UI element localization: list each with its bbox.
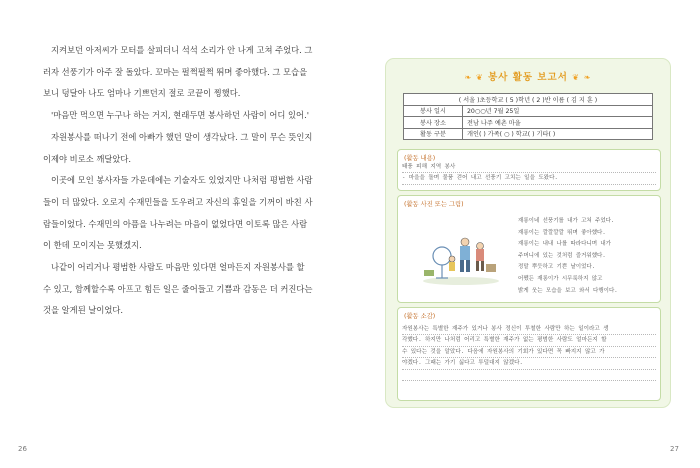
row-value: 20○○년 7월 25일 [463,105,653,117]
left-page-body [43,40,315,322]
leaf-ornament-icon: ❧ ❦ [464,73,484,82]
page-number-right: 27 [670,445,679,453]
paragraph: 나같이 어리거나 평범한 사람도 마음만 있다면 얼마든지 자원봉사를 할 수 있고, 함께할수록 아프고 힘든 일은 줄어들고 기쁨과 감동은 더 커진다는 것을 알게된 날이었다. [43,262,313,316]
volunteer-drawing-icon [420,226,502,286]
row-label: 활동 구분 [404,128,463,140]
row-value: 개인( ) 가족( ○ ) 학교( ) 기타( ) [463,128,653,140]
activity-lines [402,162,656,185]
caption-line: 어쨌든 재롱이가 시무룩하지 않고 [518,275,603,282]
reflection-label: (활동 소감) [404,313,436,320]
activity-line: - 마을을 돌며 물품 걷어 내고 선풍기 고치는 일을 도왔다. [402,173,656,184]
row-value: 전남 나주 예촌 마을 [463,117,653,129]
page-number-left: 26 [18,445,27,453]
report-title-bar [386,69,670,83]
caption-line: 재롱이는 깔깔깔깔 뛰며 좋아했다. [518,229,606,236]
photo-caption [518,216,618,297]
paragraph: 자원봉사를 떠나기 전에 아빠가 했던 말이 생각났다. 그 말이 무슨 뜻인지 이제야 비로소 깨달았다. [43,131,313,164]
report-info-table [403,93,653,140]
reflection-lines [402,324,656,381]
activity-line: 태풍 피해 지역 봉사 [402,162,656,173]
row-label: 봉사 장소 [404,117,463,129]
row-label: 봉사 일시 [404,105,463,117]
caption-line: 재롱이네 선풍기를 내가 고쳐 주었다. [518,218,615,224]
leaf-ornament-icon: ❦ ❧ [572,73,592,82]
activity-section [397,149,661,191]
reflection-section [397,307,661,401]
reflection-line: 각했다. 하지만 나처럼 어리고 특별한 재주가 없는 평범한 사람도 얼마든지 할 [402,335,656,346]
reflection-line [402,370,656,381]
reflection-line: 자원봉사는 특별한 재주가 있거나 봉사 정신이 투철한 사람만 하는 일이라고 생 [402,324,656,335]
caption-line: 주머니에 있는 것처럼 즐거워했다. [518,252,606,259]
photo-section [397,195,661,303]
paragraph: 이곳에 모인 봉사자들 가운데에는 기술자도 있었지만 나처럼 평범한 사람들이 더 많았다. 오로지 수재민들을 도우려고 자신의 휴일을 기꺼이 바친 사람들이었다. 수재민의 아픔을 나누려는 마음이 없었다면 이토록 많은 사람이 한데 모이지는 못했겠지. [43,175,313,251]
volunteer-report-card [385,58,671,408]
paragraph: 지켜보던 아저씨가 모터를 살피더니 석석 소리가 안 나게 고쳐 주었다. 그러자 선풍기가 아주 잘 돌았다. 꼬마는 펄쩍펄쩍 뛰며 좋아했다. 그 모습을 보니 덩달아 나도 엄마나 기쁘던지 절로 코끝이 찡했다. [43,45,313,99]
activity-label: (활동 내용) [404,155,436,162]
reflection-line: 야겠다. 그때는 가기 싫다고 투덜대지 않겠다. [402,358,656,369]
student-info-row: ( 서울 )초등학교 ( 5 )학년 ( 2 )반 이름 ( 김 지 훈 ) [404,94,653,106]
report-title: 봉사 활동 보고서 [488,72,568,83]
caption-line: 정말 뿌듯하고 기쁜 날이었다. [518,264,596,271]
paragraph: '마음만 먹으면 누구나 하는 거지, 현래두면 봉사하던 사람이 어디 있어.' [51,110,309,121]
caption-line: 재롱이는 내내 나를 따라다니며 내가 [518,241,611,248]
photo-label: (활동 사진 또는 그림) [404,201,464,208]
caption-line: 밝게 웃는 모습을 보고 와서 다행이다. [518,287,618,294]
reflection-line: 수 있다는 것을 알았다. 다음에 자원봉사의 기회가 있다면 꼭 빠지지 않고 가 [402,347,656,358]
